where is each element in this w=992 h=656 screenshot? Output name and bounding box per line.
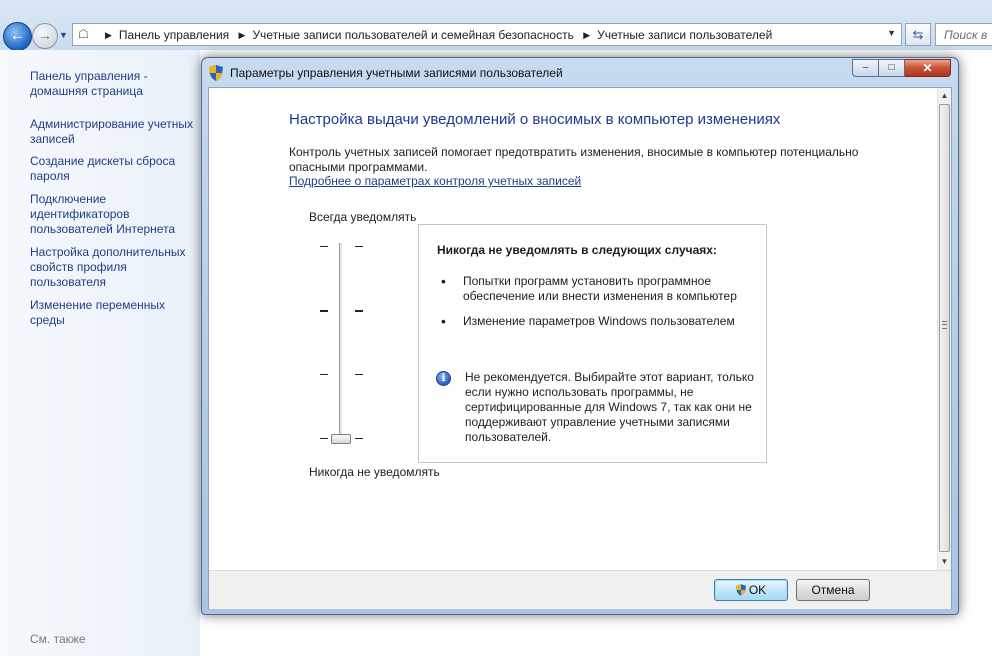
close-icon[interactable]: ✕	[905, 59, 951, 77]
slider-tick	[320, 438, 328, 439]
breadcrumb-chevron-icon[interactable]: ▶	[583, 30, 591, 40]
dialog-footer	[209, 570, 951, 609]
slider-tick	[320, 310, 328, 312]
slider-tick	[320, 246, 328, 247]
shield-icon	[209, 65, 223, 81]
breadcrumb	[99, 28, 772, 42]
slider-thumb[interactable]	[331, 434, 351, 444]
ok-button[interactable]	[714, 579, 788, 601]
page-title: Настройка выдачи уведомлений о вносимых в компьютер изменениях	[289, 111, 781, 128]
see-also-label: См. также	[30, 632, 86, 646]
panel-title: Никогда не уведомлять в следующих случаях:	[437, 243, 717, 257]
slider-tick	[355, 438, 363, 439]
address-bar[interactable]	[72, 23, 902, 46]
back-arrow-icon[interactable]: ←	[3, 22, 32, 51]
address-dropdown-icon[interactable]: ▼	[887, 28, 896, 38]
dialog-titlebar[interactable]	[202, 58, 958, 88]
scroll-up-icon[interactable]: ▲	[940, 91, 949, 100]
sidebar-item-env-vars[interactable]: Изменение переменных среды	[30, 298, 166, 327]
sidebar-item-online-ids[interactable]: Подключение идентификаторов пользователей Интернета	[30, 192, 176, 236]
slider-bottom-label: Никогда не уведомлять	[309, 465, 440, 479]
slider-top-label: Всегда уведомлять	[309, 210, 417, 224]
breadcrumb-control-panel[interactable]: Панель управления	[118, 28, 230, 42]
breadcrumb-user-accounts-family[interactable]: Учетные записи пользователей и семейная безопасность	[252, 28, 574, 42]
dialog-content	[209, 88, 937, 570]
sidebar-item-profile[interactable]: Настройка дополнительных свойств профиля пользователя	[30, 245, 186, 289]
sidebar-item-reset-disk[interactable]: Создание дискеты сброса пароля	[30, 154, 176, 183]
recent-pages-chevron-icon[interactable]: ▼	[59, 30, 68, 40]
grip-icon	[942, 321, 947, 329]
list-item: Изменение параметров Windows пользователем	[463, 314, 735, 328]
slider-tick	[355, 310, 363, 312]
dialog-title: Параметры управления учетными записями пользователей	[230, 66, 563, 80]
warning-text: Не рекомендуется. Выбирайте этот вариант, только если нужно использовать программы, не сертифицированные для Windows 7, так как они не поддерживают управление учетными записями пользователей.	[465, 370, 754, 444]
window-controls	[852, 59, 951, 78]
dialog-body	[208, 87, 952, 609]
sidebar-item-home[interactable]: Панель управления - домашняя страница	[30, 69, 148, 98]
scroll-down-icon[interactable]: ▼	[940, 557, 949, 566]
slider-tick	[320, 374, 328, 375]
slider-tick	[355, 374, 363, 375]
forward-arrow-icon[interactable]: →	[32, 23, 58, 49]
level-description-panel	[418, 224, 767, 463]
list-item: Попытки программ установить программное обеспечение или внести изменения в компьютер	[463, 274, 737, 303]
ok-button-label: OK	[748, 583, 767, 597]
maximize-icon[interactable]: □	[879, 59, 905, 77]
address-strip	[0, 0, 992, 50]
slider-tick	[355, 246, 363, 247]
info-icon: i	[436, 371, 451, 386]
vertical-scrollbar[interactable]	[937, 88, 951, 570]
breadcrumb-chevron-icon[interactable]: ▶	[238, 30, 246, 40]
scroll-thumb[interactable]	[939, 104, 950, 552]
learn-more-link[interactable]: Подробнее о параметрах контроля учетных записей	[289, 174, 582, 188]
search-input[interactable]: Поиск в	[935, 23, 992, 46]
left-nav-pane	[0, 50, 200, 656]
shield-icon	[736, 584, 746, 596]
control-panel-icon: ☖	[78, 27, 89, 41]
uac-settings-dialog	[201, 57, 959, 615]
cancel-button[interactable]: Отмена	[796, 579, 870, 601]
minimize-icon[interactable]: ‒	[852, 59, 879, 77]
bullet-icon: •	[441, 313, 446, 329]
slider-track[interactable]	[339, 243, 343, 443]
bullet-icon: •	[441, 273, 446, 289]
breadcrumb-chevron-icon[interactable]: ▶	[105, 30, 112, 40]
description-text: Контроль учетных записей помогает предотвратить изменения, вносимые в компьютер потенциально опасными программами.	[289, 145, 859, 174]
sidebar-item-manage-accounts[interactable]: Администрирование учетных записей	[30, 117, 194, 146]
breadcrumb-user-accounts[interactable]: Учетные записи пользователей	[597, 28, 773, 42]
refresh-icon[interactable]: ⇆	[905, 23, 931, 46]
